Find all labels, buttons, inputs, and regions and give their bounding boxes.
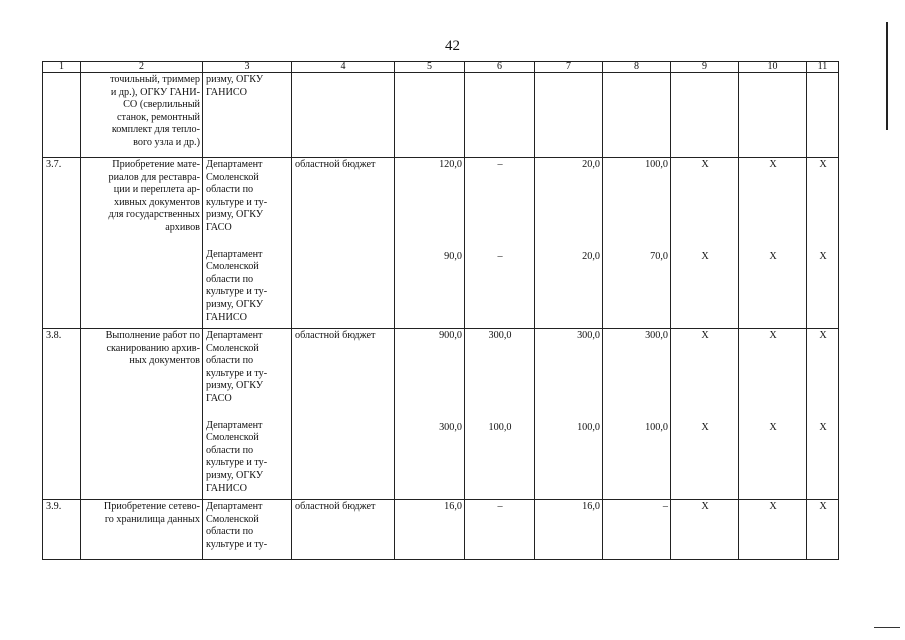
executor-line: ГАНИСО — [206, 311, 248, 323]
indicator-10-cell — [739, 500, 807, 560]
indicator-9: X — [701, 501, 709, 512]
column-number: 1 — [43, 62, 81, 73]
activity-name-line: вого узла и др.) — [133, 136, 200, 148]
indicator-9: X — [701, 251, 709, 262]
column-number-row — [43, 62, 839, 73]
year1-amount: 100,0 — [488, 422, 512, 433]
funding-source-cell — [292, 158, 395, 329]
activity-name-line: архивов — [165, 221, 200, 233]
activity-name-line: ных документов — [129, 355, 200, 367]
executor-cell — [203, 73, 292, 158]
activity-name-line: ции и переплета ар- — [113, 184, 200, 196]
funding-source: областной бюджет — [295, 159, 376, 170]
executor-line: Смоленской — [206, 171, 259, 183]
row-number: 3.9. — [43, 500, 81, 560]
executor-line: Смоленской — [206, 261, 259, 273]
activity-name-line: комплект для тепло- — [111, 124, 200, 136]
year3-amount-cell — [603, 158, 671, 329]
activity-name-line: точильный, триммер — [110, 74, 200, 85]
year1-amount: – — [497, 159, 503, 170]
indicator-9-cell — [671, 158, 739, 329]
activity-name-line: для государственных — [108, 209, 200, 221]
indicator-11: X — [819, 159, 827, 170]
executor-line: Смоленской — [206, 513, 259, 525]
executor-block — [206, 420, 289, 496]
activity-name-line: риалов для реставра- — [108, 171, 200, 183]
activity-name-line: хивных документов — [114, 196, 200, 208]
year3-amount: 100,0 — [645, 159, 668, 170]
activity-name-line: станок, ремонтный — [116, 111, 200, 123]
indicator-10-cell — [739, 73, 807, 158]
executor-line: ГАНИСО — [206, 482, 248, 494]
year1-amount: 300,0 — [488, 330, 512, 341]
activity-name — [81, 500, 203, 560]
total-amount: 300,0 — [439, 422, 462, 433]
indicator-11-cell — [807, 329, 839, 500]
year1-amount: – — [497, 501, 503, 512]
table-row — [43, 73, 839, 158]
year2-amount-cell — [535, 73, 603, 158]
executor-line: Департамент — [206, 419, 263, 431]
executor-line: области по — [206, 444, 254, 456]
row-number — [43, 73, 81, 158]
indicator-9-cell — [671, 500, 739, 560]
executor-line: ГАСО — [206, 392, 232, 404]
indicator-9: X — [701, 330, 709, 341]
executor-line: области по — [206, 526, 254, 538]
scan-bottom-mark — [874, 627, 900, 628]
executor-line: Департамент — [206, 501, 263, 512]
year2-amount: 16,0 — [582, 501, 600, 512]
executor-line: Смоленской — [206, 432, 259, 444]
year1-amount-cell — [465, 329, 535, 500]
page-number: 42 — [445, 38, 460, 54]
column-number: 2 — [81, 62, 203, 73]
executor-line: культуре и ту- — [206, 196, 268, 208]
executor-line: области по — [206, 184, 254, 196]
column-number: 6 — [465, 62, 535, 73]
executor-block — [206, 74, 289, 99]
executor-line: ГАСО — [206, 221, 232, 233]
year3-amount-cell — [603, 73, 671, 158]
activity-name-line: Приобретение мате- — [112, 159, 200, 170]
executor-cell — [203, 329, 292, 500]
indicator-9: X — [701, 422, 709, 433]
executor-line: области по — [206, 355, 254, 367]
year2-amount: 20,0 — [582, 159, 600, 170]
executor-line: культуре и ту- — [206, 457, 268, 469]
table-row — [43, 500, 839, 560]
executor-block — [206, 249, 289, 325]
executor-line: ризму, ОГКУ — [206, 469, 264, 481]
indicator-11-cell — [807, 158, 839, 329]
indicator-9-cell — [671, 329, 739, 500]
total-amount: 16,0 — [444, 501, 462, 512]
year1-amount-cell — [465, 500, 535, 560]
year3-amount-cell — [603, 329, 671, 500]
executor-line: Департамент — [206, 330, 263, 341]
indicator-10: X — [769, 251, 777, 262]
indicator-11-cell — [807, 73, 839, 158]
indicator-10-cell — [739, 158, 807, 329]
program-activities-table — [42, 61, 839, 560]
total-amount-cell — [395, 329, 465, 500]
executor-line: ГАНИСО — [206, 86, 248, 98]
executor-line: Департамент — [206, 159, 263, 170]
activity-name-line: и др.), ОГКУ ГАНИ- — [110, 86, 200, 98]
column-number: 10 — [739, 62, 807, 73]
executor-line: культуре и ту- — [206, 538, 268, 550]
year3-amount-cell — [603, 500, 671, 560]
indicator-10-cell — [739, 329, 807, 500]
executor-line: культуре и ту- — [206, 367, 268, 379]
executor-line: Смоленской — [206, 342, 259, 354]
indicator-9: X — [701, 159, 709, 170]
year1-amount-cell — [465, 158, 535, 329]
executor-line: культуре и ту- — [206, 286, 268, 298]
executor-block — [206, 330, 289, 406]
activity-name — [81, 158, 203, 329]
indicator-10: X — [769, 159, 777, 170]
indicator-9-cell — [671, 73, 739, 158]
executor-line: Департамент — [206, 248, 263, 260]
year1-amount-cell — [465, 73, 535, 158]
indicator-11-cell — [807, 500, 839, 560]
indicator-10: X — [769, 422, 777, 433]
column-number: 3 — [203, 62, 292, 73]
funding-source: областной бюджет — [295, 330, 376, 341]
year2-amount-cell — [535, 329, 603, 500]
year2-amount: 300,0 — [577, 330, 600, 341]
executor-cell — [203, 500, 292, 560]
table-row — [43, 329, 839, 500]
funding-source-cell — [292, 500, 395, 560]
activity-name-line: СО (сверлильный — [123, 99, 200, 111]
indicator-11: X — [819, 251, 827, 262]
executor-block — [206, 159, 289, 235]
indicator-10: X — [769, 330, 777, 341]
total-amount: 90,0 — [444, 251, 462, 262]
year3-amount: 70,0 — [650, 251, 668, 262]
year2-amount-cell — [535, 500, 603, 560]
year2-amount: 100,0 — [577, 422, 600, 433]
indicator-11: X — [819, 330, 827, 341]
activity-name-line: Выполнение работ по — [105, 330, 200, 341]
indicator-10: X — [769, 501, 777, 512]
activity-name-line: го хранилища данных — [104, 513, 200, 525]
activity-name — [81, 73, 203, 158]
funding-source-cell — [292, 73, 395, 158]
funding-source-cell — [292, 329, 395, 500]
executor-cell — [203, 158, 292, 329]
column-number: 5 — [395, 62, 465, 73]
row-number: 3.8. — [43, 329, 81, 500]
total-amount-cell — [395, 500, 465, 560]
column-number: 8 — [603, 62, 671, 73]
executor-line: области по — [206, 273, 254, 285]
column-number: 7 — [535, 62, 603, 73]
total-amount-cell — [395, 158, 465, 329]
year2-amount: 20,0 — [582, 251, 600, 262]
row-number: 3.7. — [43, 158, 81, 329]
indicator-11: X — [819, 422, 827, 433]
executor-line: ризму, ОГКУ — [206, 380, 264, 392]
year2-amount-cell — [535, 158, 603, 329]
column-number: 11 — [807, 62, 839, 73]
indicator-11: X — [819, 501, 827, 512]
activity-name-line: Приобретение сетево- — [103, 501, 200, 512]
total-amount: 120,0 — [439, 159, 462, 170]
activity-name — [81, 329, 203, 500]
scan-edge-mark — [886, 22, 888, 130]
total-amount: 900,0 — [439, 330, 462, 341]
funding-source: областной бюджет — [295, 501, 376, 512]
year1-amount: – — [497, 251, 503, 262]
year3-amount: 300,0 — [645, 330, 668, 341]
table-row — [43, 158, 839, 329]
column-number: 9 — [671, 62, 739, 73]
total-amount-cell — [395, 73, 465, 158]
executor-line: ризму, ОГКУ — [206, 298, 264, 310]
year3-amount: – — [662, 501, 668, 512]
column-number: 4 — [292, 62, 395, 73]
executor-block — [206, 501, 289, 551]
executor-line: ризму, ОГКУ — [206, 209, 264, 221]
year3-amount: 100,0 — [645, 422, 668, 433]
executor-line: ризму, ОГКУ — [206, 74, 264, 85]
activity-name-line: сканированию архив- — [106, 342, 200, 354]
